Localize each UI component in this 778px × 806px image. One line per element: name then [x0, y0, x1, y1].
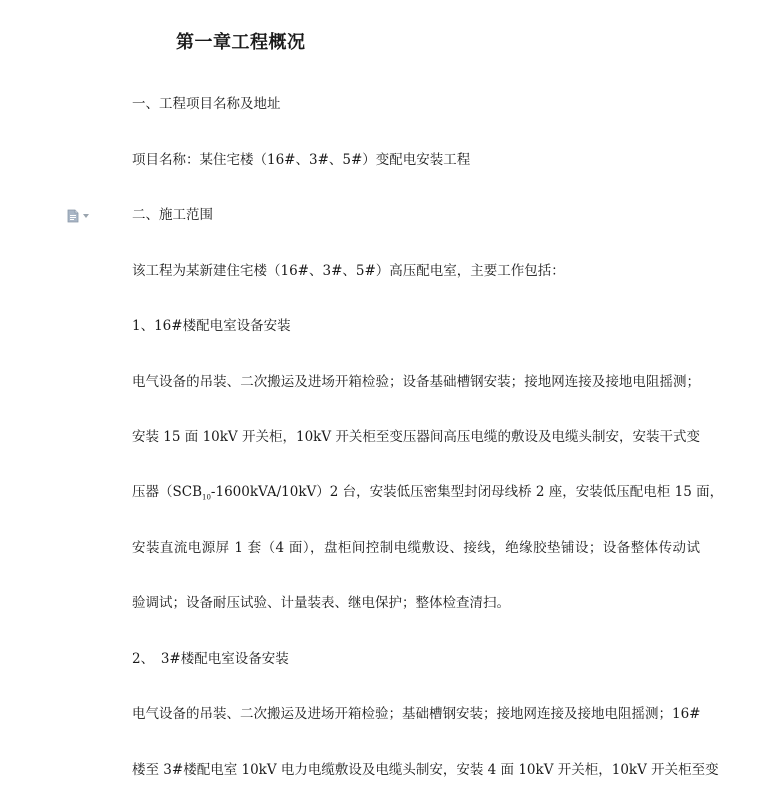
subsection-16-heading: 1、16#楼配电室设备安装 — [132, 318, 291, 334]
subscript-text: 10 — [202, 493, 211, 502]
paragraph-line: 楼至 3#楼配电室 10kV 电力电缆敷设及电缆头制安，安装 4 面 10kV 开关柜，10kV 开关柜至变 — [132, 762, 719, 778]
paragraph-line-transformer — [132, 482, 724, 508]
chevron-down-icon — [83, 214, 89, 218]
paragraph-line: 安装直流电源屏 1 套（4 面），盘柜间控制电缆敷设、接线，绝缘胶垫铺设；设备整体传动试 — [132, 540, 700, 556]
text-segment: -1600kVA/10kV）2 台，安装低压密集型封闭母线桥 2 座，安装低压配电柜 15 面， — [210, 484, 724, 500]
chapter-title: 第一章工程概况 — [176, 32, 306, 53]
scope-intro-line: 该工程为某新建住宅楼（16#、3#、5#）高压配电室，主要工作包括： — [132, 263, 565, 279]
document-icon[interactable] — [66, 209, 92, 223]
project-name-line: 项目名称：某住宅楼（16#、3#、5#）变配电安装工程 — [132, 152, 471, 168]
subsection-3-heading: 2、 3#楼配电室设备安装 — [132, 651, 289, 667]
section-heading-scope: 二、施工范围 — [132, 207, 213, 223]
section-heading-project: 一、工程项目名称及地址 — [132, 96, 281, 112]
paragraph-line: 安装 15 面 10kV 开关柜，10kV 开关柜至变压器间高压电缆的敷设及电缆头制安，安装干式变 — [132, 429, 700, 445]
document-page-icon — [66, 209, 80, 223]
paragraph-line: 电气设备的吊装、二次搬运及进场开箱检验；设备基础槽钢安装；接地网连接及接地电阻摇测； — [132, 374, 700, 390]
paragraph-line: 电气设备的吊装、二次搬运及进场开箱检验；基础槽钢安装；接地网连接及接地电阻摇测；16# — [132, 706, 701, 722]
text-segment: 压器（SCB — [132, 484, 202, 500]
paragraph-line: 验调试；设备耐压试验、计量装表、继电保护；整体检查清扫。 — [132, 595, 510, 611]
